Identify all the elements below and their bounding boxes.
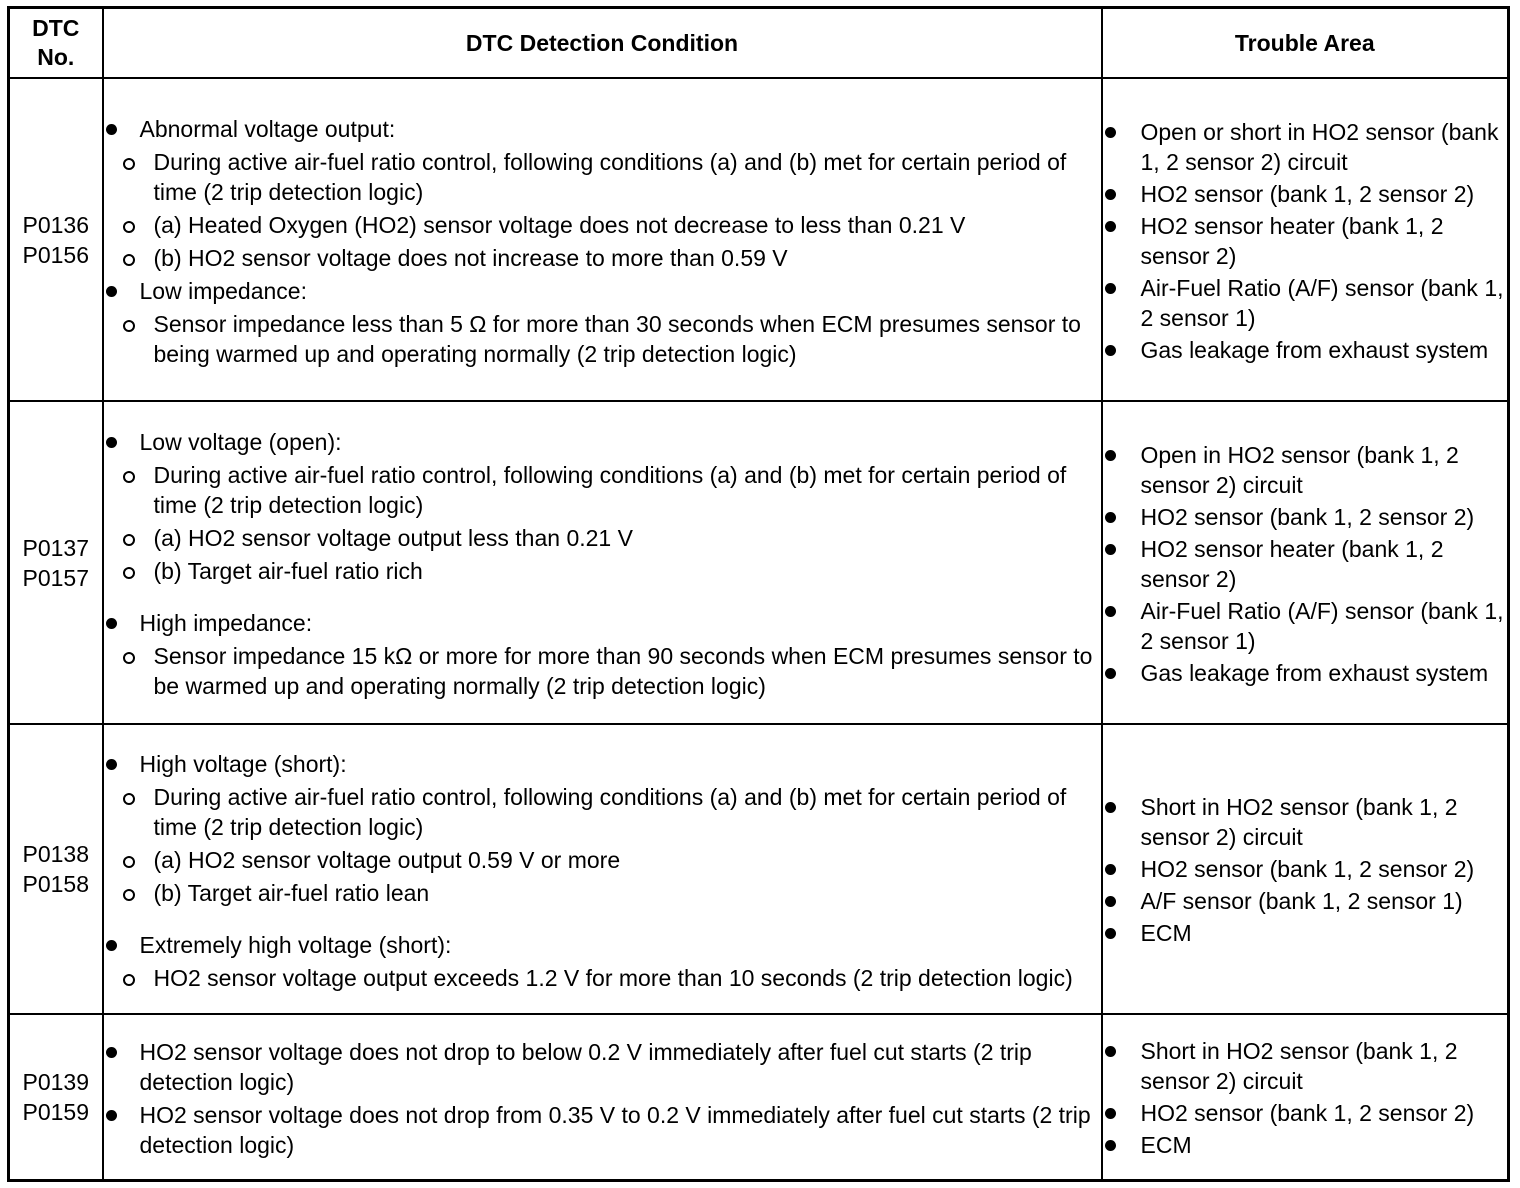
sub-condition-item: During active air-fuel ratio control, following conditions (a) and (b) met for certain period of time (2 trip detection logic): [104, 782, 1101, 842]
trouble-area-item: HO2 sensor (bank 1, 2 sensor 2): [1103, 179, 1508, 209]
dtc-code: P0138: [22, 841, 89, 867]
condition-item: [104, 608, 1101, 701]
condition-item: [104, 427, 1101, 586]
condition-item: [104, 114, 1101, 273]
trouble-area-item: Air-Fuel Ratio (A/F) sensor (bank 1, 2 sensor 1): [1103, 596, 1508, 656]
sub-condition-list: [104, 309, 1101, 369]
dtc-code: P0158: [22, 871, 89, 897]
trouble-area-cell: [1102, 78, 1509, 401]
condition-item: [104, 930, 1101, 993]
sub-condition-item: (b) Target air-fuel ratio lean: [104, 878, 1101, 908]
sub-condition-list: [104, 963, 1101, 993]
dtc-table: [7, 6, 1510, 1182]
header-condition: DTC Detection Condition: [103, 8, 1102, 79]
trouble-area-list: [1103, 1036, 1508, 1160]
detection-condition-cell: [103, 1014, 1102, 1180]
condition-text: Abnormal voltage output:: [139, 115, 396, 142]
condition-item: [104, 276, 1101, 369]
dtc-code: P0157: [22, 564, 89, 591]
condition-text: Extremely high voltage (short):: [139, 931, 452, 958]
dtc-code: P0139: [22, 1068, 89, 1095]
sub-condition-item: (a) HO2 sensor voltage output 0.59 V or more: [104, 845, 1101, 875]
header-dtc-no: [9, 8, 103, 79]
sub-condition-list: [104, 782, 1101, 908]
sub-condition-item: During active air-fuel ratio control, following conditions (a) and (b) met for certain period of time (2 trip detection logic): [104, 460, 1101, 520]
trouble-area-cell: [1102, 724, 1509, 1014]
condition-text: Low impedance:: [139, 277, 307, 304]
condition-text: Low voltage (open):: [139, 429, 342, 455]
trouble-area-item: HO2 sensor (bank 1, 2 sensor 2): [1103, 502, 1508, 532]
sub-condition-list: [104, 147, 1101, 273]
trouble-area-item: Short in HO2 sensor (bank 1, 2 sensor 2) circuit: [1103, 792, 1508, 852]
trouble-area-item: HO2 sensor heater (bank 1, 2 sensor 2): [1103, 211, 1508, 271]
sub-condition-item: Sensor impedance less than 5 Ω for more than 30 seconds when ECM presumes sensor to being warmed up and operating normally (2 trip detection logic): [104, 309, 1101, 369]
table-row: [9, 78, 1509, 401]
trouble-area-cell: [1102, 1014, 1509, 1180]
condition-item: [104, 1037, 1101, 1097]
condition-text: High impedance:: [139, 610, 313, 636]
trouble-area-list: [1103, 117, 1508, 365]
sub-condition-item: During active air-fuel ratio control, following conditions (a) and (b) met for certain period of time (2 trip detection logic): [104, 147, 1101, 207]
dtc-code: P0156: [22, 241, 89, 268]
trouble-area-item: Open in HO2 sensor (bank 1, 2 sensor 2) circuit: [1103, 440, 1508, 500]
trouble-area-item: ECM: [1103, 918, 1508, 948]
table-row: [9, 724, 1509, 1014]
condition-item: [104, 1100, 1101, 1160]
trouble-area-item: Open or short in HO2 sensor (bank 1, 2 sensor 2) circuit: [1103, 117, 1508, 177]
condition-list: [104, 114, 1101, 369]
dtc-code-cell: [9, 401, 103, 724]
trouble-area-item: HO2 sensor (bank 1, 2 sensor 2): [1103, 854, 1508, 884]
sub-condition-item: (b) HO2 sensor voltage does not increase to more than 0.59 V: [104, 243, 1101, 273]
sub-condition-item: (a) HO2 sensor voltage output less than 0.21 V: [104, 523, 1101, 553]
sub-condition-item: (a) Heated Oxygen (HO2) sensor voltage does not decrease to less than 0.21 V: [104, 210, 1101, 240]
condition-list: [104, 1037, 1101, 1160]
detection-condition-cell: [103, 78, 1102, 401]
sub-condition-list: [104, 641, 1101, 701]
condition-list: [104, 427, 1101, 701]
dtc-code: P0136: [22, 211, 89, 238]
trouble-area-item: Gas leakage from exhaust system: [1103, 658, 1508, 688]
trouble-area-item: ECM: [1103, 1130, 1508, 1160]
dtc-code: P0137: [22, 534, 89, 561]
sub-condition-list: [104, 460, 1101, 586]
trouble-area-item: Short in HO2 sensor (bank 1, 2 sensor 2) circuit: [1103, 1036, 1508, 1096]
condition-text: HO2 sensor voltage does not drop to below 0.2 V immediately after fuel cut starts (2 trip detection logic): [139, 1038, 1032, 1095]
dtc-code-cell: [9, 724, 103, 1014]
header-dtc-no-label: DTC No.: [32, 15, 80, 70]
condition-text: High voltage (short):: [139, 750, 347, 777]
trouble-area-item: A/F sensor (bank 1, 2 sensor 1): [1103, 886, 1508, 916]
detection-condition-cell: [103, 724, 1102, 1014]
dtc-code: P0159: [22, 1098, 89, 1125]
table-row: [9, 401, 1509, 724]
trouble-area-item: HO2 sensor heater (bank 1, 2 sensor 2): [1103, 534, 1508, 594]
table-body: [9, 78, 1509, 1180]
dtc-code-cell: [9, 78, 103, 401]
trouble-area-item: HO2 sensor (bank 1, 2 sensor 2): [1103, 1098, 1508, 1128]
sub-condition-item: Sensor impedance 15 kΩ or more for more than 90 seconds when ECM presumes sensor to be warmed up and operating normally (2 trip detection logic): [104, 641, 1101, 701]
header-row: [9, 8, 1509, 79]
trouble-area-item: Air-Fuel Ratio (A/F) sensor (bank 1, 2 sensor 1): [1103, 273, 1508, 333]
detection-condition-cell: [103, 401, 1102, 724]
condition-item: [104, 749, 1101, 908]
table-row: [9, 1014, 1509, 1180]
trouble-area-list: [1103, 440, 1508, 688]
sub-condition-item: HO2 sensor voltage output exceeds 1.2 V for more than 10 seconds (2 trip detection logic): [104, 963, 1101, 993]
condition-list: [104, 749, 1101, 993]
condition-text: HO2 sensor voltage does not drop from 0.35 V to 0.2 V immediately after fuel cut starts (2 trip detection logic): [139, 1101, 1091, 1158]
header-trouble-area: Trouble Area: [1102, 8, 1509, 79]
trouble-area-list: [1103, 792, 1508, 948]
dtc-code-cell: [9, 1014, 103, 1180]
trouble-area-item: Gas leakage from exhaust system: [1103, 335, 1508, 365]
sub-condition-item: (b) Target air-fuel ratio rich: [104, 556, 1101, 586]
trouble-area-cell: [1102, 401, 1509, 724]
